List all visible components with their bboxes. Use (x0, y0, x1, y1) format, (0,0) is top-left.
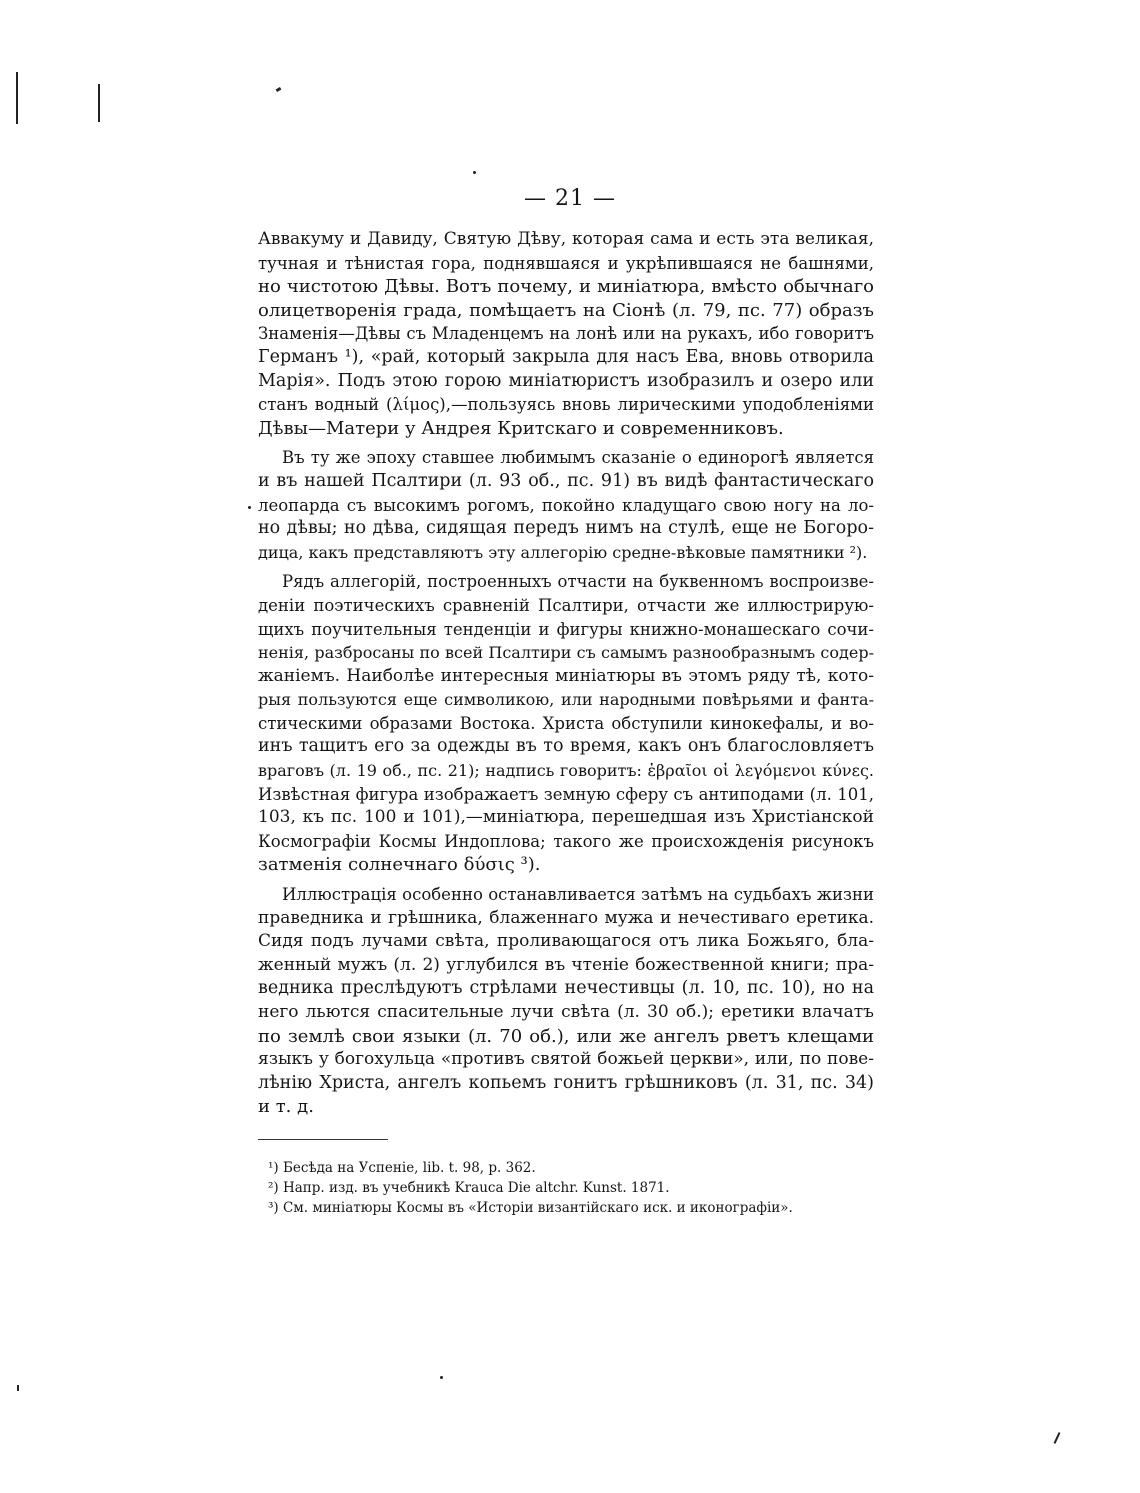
text-line: Извѣстная фигура изображаетъ земную сферу съ антиподами (л. 101, (258, 784, 874, 804)
text-line: Въ ту же эпоху ставшее любимымъ сказаніе о единорогѣ является (282, 448, 874, 468)
text-line: Космографіи Космы Индоплова; такого же происхожденія рисунокъ (258, 831, 874, 851)
ink-speck (1054, 1432, 1061, 1444)
text-line: враговъ (л. 19 об., пс. 21); надпись говоритъ: ἑβραῖοι οἱ λεγόμενοι κύνες. (258, 761, 874, 781)
text-line: рыя пользуются еще символикою, или народными повѣрьями и фанта- (258, 690, 874, 710)
text-line: Сидя подъ лучами свѣта, проливающагося отъ лика Божьяго, бла- (258, 931, 874, 952)
paragraph (258, 883, 874, 1119)
body-text (258, 228, 874, 1119)
page-number: — 21 — (524, 186, 616, 211)
text-line: Аввакуму и Давиду, Святую Дѣву, которая сама и есть эта великая, (258, 229, 874, 249)
text-line: и т. д. (258, 1096, 314, 1118)
ink-speck (248, 506, 251, 509)
text-line: ненія, разбросаны по всей Псалтири съ самымъ разнообразнымъ содер- (258, 643, 874, 663)
margin-mark (16, 72, 18, 124)
text-line: и въ нашей Псалтири (л. 93 об., пс. 91) въ видѣ фантастическаго (258, 470, 874, 491)
text-line: тучная и тѣнистая гора, поднявшаяся и укрѣпившаяся не башнями, (258, 253, 874, 273)
text-line: по землѣ свои языки (л. 70 об.), или же ангелъ рветъ клещами (258, 1025, 874, 1047)
text-line: женный мужъ (л. 2) углубился въ чтеніе божественной книги; пра- (258, 954, 874, 975)
text-line: Марія». Подъ этою горою миніатюристъ изобразилъ и озеро или (258, 370, 874, 391)
text-line: ведника преслѣдуютъ стрѣлами нечестивцы (л. 10, пс. 10), но на (258, 978, 874, 999)
footnote: ³) См. миніатюры Космы въ «Исторіи византійскаго иск. и иконографіи». (268, 1200, 793, 1216)
text-line: лѣнію Христа, ангелъ копьемъ гонитъ грѣшниковъ (л. 31, пс. 34) (258, 1072, 874, 1093)
text-line: Рядъ аллегорій, построенныхъ отчасти на буквенномъ воспроизве- (282, 572, 874, 592)
ink-speck (17, 1385, 19, 1391)
text-line: но чистотою Дѣвы. Вотъ почему, и миніатюра, вмѣсто обычнаго (258, 276, 874, 298)
text-line: затменія солнечнаго δύσις ³). (258, 854, 541, 876)
text-line: стическими образами Востока. Христа обступили кинокефалы, и во- (258, 713, 874, 733)
text-line: деніи поэтическихъ сравненій Псалтири, отчасти же иллюстрирую- (258, 595, 874, 615)
footnote: ¹) Бесѣда на Успеніе, lib. t. 98, p. 362. (268, 1160, 536, 1176)
text-line: дица, какъ представляютъ эту аллегорію средне-вѣковые памятники ²). (258, 542, 868, 562)
text-line: но дѣвы; но дѣва, сидящая передъ нимъ на стулѣ, еще не Богоро- (258, 518, 874, 539)
paragraph (258, 228, 874, 440)
text-line: жаніемъ. Наиболѣе интересныя миніатюры въ этомъ ряду тѣ, кото- (258, 665, 874, 686)
text-line: праведника и грѣшника, блаженнаго мужа и нечестиваго еретика. (258, 907, 874, 928)
text-line: языкъ у богохульца «противъ святой божьей церкви», или, по пове- (258, 1049, 874, 1070)
text-line: станъ водный (λίμος),—пользуясь вновь лирическими уподобленіями (258, 395, 874, 415)
text-line: 103, къ пс. 100 и 101),—миніатюра, перешедшая изъ Христіанской (258, 807, 874, 828)
paragraph (258, 446, 874, 564)
text-line: Иллюстрація особенно останавливается затѣмъ на судьбахъ жизни (282, 885, 874, 905)
text-line: леопарда съ высокимъ рогомъ, покойно кладущаго свою ногу на ло- (258, 495, 874, 515)
paragraph (258, 570, 874, 877)
text-line: Германъ ¹), «рай, который закрыла для насъ Ева, вновь отворила (258, 346, 874, 367)
text-line: щихъ поучительныя тенденціи и фигуры книжно-монашескаго сочи- (258, 619, 874, 639)
ink-speck (276, 87, 282, 92)
ink-speck (440, 1376, 443, 1379)
text-line: Знаменія—Дѣвы съ Младенцемъ на лонѣ или на рукахъ, ибо говоритъ (258, 324, 874, 344)
text-line: Дѣвы—Матери у Андрея Критскаго и современниковъ. (258, 417, 784, 439)
footnote: ²) Напр. изд. въ учебникѣ Krauca Die altchr. Kunst. 1871. (268, 1180, 670, 1196)
text-line: олицетворенія града, помѣщаетъ на Сіонѣ (л. 79, пс. 77) образъ (258, 299, 874, 321)
text-line: него льются спасительные лучи свѣта (л. 30 об.); еретики влачатъ (258, 1002, 874, 1022)
ink-speck (473, 171, 476, 174)
footnote-rule (258, 1139, 388, 1140)
footnotes (268, 1158, 868, 1218)
text-line: инъ тащитъ его за одежды въ то время, какъ онъ благословляетъ (258, 736, 874, 757)
margin-mark (98, 84, 100, 122)
